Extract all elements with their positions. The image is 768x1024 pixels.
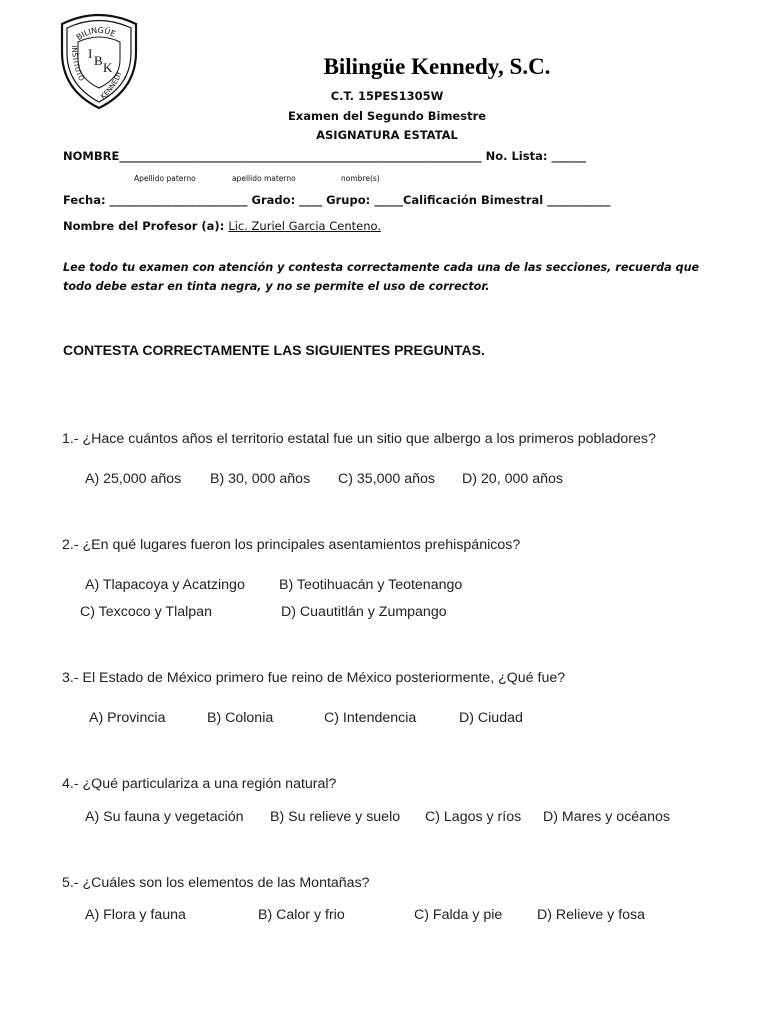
q1-option-c: C) 35,000 años: [338, 471, 436, 487]
svg-text:I: I: [88, 46, 93, 61]
section-title: CONTESTA CORRECTAMENTE LAS SIGUIENTES PREGUNTAS.: [63, 342, 485, 358]
teacher-name: Lic. Zuriel Garcia Centeno.: [228, 219, 381, 233]
q4-option-b: B) Su relieve y suelo: [270, 809, 401, 825]
date-grade-group-line: Fecha: ________________________ Grado: ____ Grupo: _____Calificación Bimestral ___________: [63, 193, 611, 207]
q3-option-d: D) Ciudad: [459, 710, 523, 726]
q5-option-d: D) Relieve y fosa: [537, 907, 646, 923]
question-4: 4.- ¿Qué particulariza a una región natural?: [62, 776, 337, 792]
teacher-label: Nombre del Profesor (a):: [63, 219, 225, 233]
q2-option-d: D) Cuautitlán y Zumpango: [281, 604, 447, 620]
question-2: 2.- ¿En qué lugares fueron los principales asentamientos prehispánicos?: [62, 537, 521, 553]
question-5: 5.- ¿Cuáles son los elementos de las Montañas?: [62, 875, 370, 891]
subject-title: ASIGNATURA ESTATAL: [316, 128, 458, 142]
q1-option-a: A) 25,000 años: [85, 471, 182, 487]
q1-option-b: B) 30, 000 años: [210, 471, 311, 487]
svg-text:INSTITUTO: INSTITUTO: [70, 45, 86, 83]
label-apellido-materno: apellido materno: [232, 174, 296, 183]
question-1: 1.- ¿Hace cuántos años el territorio estatal fue un sitio que albergo a los primeros pobladores?: [62, 431, 656, 447]
question-3: 3.- El Estado de México primero fue reino de México posteriormente, ¿Qué fue?: [62, 670, 566, 686]
q3-option-a: A) Provincia: [89, 710, 166, 726]
teacher-line: [63, 219, 381, 233]
q5-option-a: A) Flora y fauna: [85, 907, 186, 923]
svg-text:K: K: [103, 60, 113, 75]
q2-option-c: C) Texcoco y Tlalpan: [80, 604, 212, 620]
label-nombres: nombre(s): [341, 174, 380, 183]
exam-title: Examen del Segundo Bimestre: [287, 109, 487, 123]
school-name: Bilingüe Kennedy, S.C.: [323, 54, 551, 79]
svg-text:BILINGÜE: BILINGÜE: [74, 25, 117, 43]
q5-option-c: C) Falda y pie: [414, 907, 503, 923]
q5-option-b: B) Calor y frio: [258, 907, 345, 923]
q2-option-a: A) Tlapacoya y Acatzingo: [85, 577, 245, 593]
q3-option-b: B) Colonia: [207, 710, 274, 726]
q1-option-d: D) 20, 000 años: [462, 471, 563, 487]
school-ct-code: C.T. 15PES1305W: [330, 89, 444, 103]
q4-option-d: D) Mares y océanos: [543, 809, 670, 825]
q4-option-c: C) Lagos y ríos: [425, 809, 522, 825]
svg-text:KENNEDY: KENNEDY: [99, 70, 124, 101]
exam-instructions: Lee todo tu examen con atención y contesta correctamente cada una de las secciones, recuerda que todo debe estar en tinta negra, y no se permite el uso de corrector.: [63, 261, 700, 293]
svg-text:B: B: [94, 53, 103, 68]
q2-option-b: B) Teotihuacán y Teotenango: [279, 577, 463, 593]
label-apellido-paterno: Apellido paterno: [134, 174, 196, 183]
q4-option-a: A) Su fauna y vegetación: [85, 809, 244, 825]
name-field-line: NOMBRE_______________________________________________________________ No. Lista: ______: [63, 149, 586, 163]
q3-option-c: C) Intendencia: [324, 710, 417, 726]
